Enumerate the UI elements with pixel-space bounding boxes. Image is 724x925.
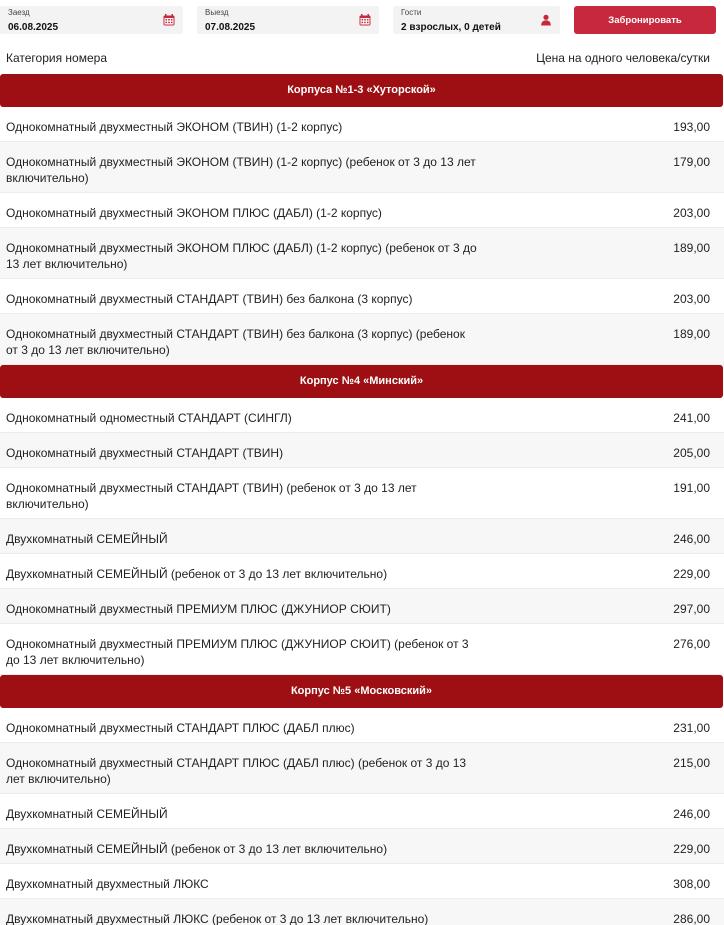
checkin-field[interactable] (0, 6, 183, 34)
calendar-icon[interactable] (359, 14, 371, 26)
table-row (0, 228, 724, 279)
table-row (0, 708, 724, 743)
room-price: 308,00 (673, 877, 710, 891)
room-name: Двухкомнатный СЕМЕЙНЫЙ (6, 532, 168, 546)
room-name: Однокомнатный двухместный СТАНДАРТ (ТВИН) без балкона (3 корпус) (6, 292, 413, 306)
room-price: 246,00 (673, 807, 710, 821)
room-price: 231,00 (673, 721, 710, 735)
table-row (0, 829, 724, 864)
section-header: Корпус №5 «Московский» (0, 675, 723, 708)
section-header: Корпус №4 «Минский» (0, 365, 723, 398)
room-price: 203,00 (673, 206, 710, 220)
guests-label: Гости (401, 8, 422, 17)
table-row (0, 589, 724, 624)
room-price: 246,00 (673, 532, 710, 546)
room-price: 193,00 (673, 120, 710, 134)
room-name: Однокомнатный двухместный ЭКОНОМ (ТВИН) (1-2 корпус) (6, 120, 343, 134)
checkout-value[interactable]: 07.08.2025 (205, 22, 256, 33)
column-category-header: Категория номера (6, 51, 108, 65)
table-row (0, 743, 724, 794)
room-name: Однокомнатный двухместный СТАНДАРТ ПЛЮС (ДАБЛ плюс) (ребенок от 3 до 13 лет включительно) (6, 756, 467, 786)
guests-value[interactable]: 2 взрослых, 0 детей (401, 22, 501, 33)
column-price-header: Цена на одного человека/сутки (536, 51, 710, 65)
room-name: Двухкомнатный двухместный ЛЮКС (6, 877, 209, 891)
checkout-label: Выезд (205, 8, 229, 17)
room-name: Двухкомнатный двухместный ЛЮКС (ребенок от 3 до 13 лет включительно) (6, 912, 429, 925)
checkin-value[interactable]: 06.08.2025 (8, 22, 59, 33)
room-price: 276,00 (673, 637, 710, 651)
room-price: 179,00 (673, 155, 710, 169)
room-name: Однокомнатный двухместный ЭКОНОМ ПЛЮС (ДАБЛ) (1-2 корпус) (6, 206, 382, 220)
person-icon[interactable] (540, 14, 552, 26)
table-row (0, 624, 724, 675)
checkout-field[interactable] (197, 6, 379, 34)
room-price: 189,00 (673, 241, 710, 255)
table-row (0, 398, 724, 433)
table-row (0, 468, 724, 519)
room-price: 229,00 (673, 567, 710, 581)
room-price: 215,00 (673, 756, 710, 770)
room-price: 203,00 (673, 292, 710, 306)
room-name: Однокомнатный двухместный СТАНДАРТ (ТВИН) (ребенок от 3 до 13 лет включительно) (6, 481, 417, 511)
table-row (0, 519, 724, 554)
room-name: Двухкомнатный СЕМЕЙНЫЙ (ребенок от 3 до 13 лет включительно) (6, 842, 388, 856)
room-name: Однокомнатный двухместный СТАНДАРТ (ТВИН) (6, 446, 284, 460)
book-button[interactable]: Забронировать (574, 6, 716, 34)
table-row (0, 193, 724, 228)
guests-field[interactable] (393, 6, 560, 34)
table-row (0, 864, 724, 899)
table-row (0, 433, 724, 468)
room-price: 286,00 (673, 912, 710, 925)
room-name: Однокомнатный двухместный ЭКОНОМ ПЛЮС (ДАБЛ) (1-2 корпус) (ребенок от 3 до 13 лет включительно) (6, 241, 477, 271)
room-price: 229,00 (673, 842, 710, 856)
room-name: Однокомнатный двухместный ПРЕМИУМ ПЛЮС (ДЖУНИОР СЮИТ) (ребенок от 3 до 13 лет включительно) (6, 637, 469, 667)
room-price: 241,00 (673, 411, 710, 425)
room-name: Однокомнатный двухместный СТАНДАРТ (ТВИН) без балкона (3 корпус) (ребенок от 3 до 13 лет включительно) (6, 327, 465, 357)
checkin-label: Заезд (8, 8, 30, 17)
room-name: Двухкомнатный СЕМЕЙНЫЙ (6, 807, 168, 821)
room-name: Однокомнатный двухместный СТАНДАРТ ПЛЮС (ДАБЛ плюс) (6, 721, 355, 735)
table-row (0, 899, 724, 925)
table-row (0, 554, 724, 589)
table-header (0, 42, 724, 74)
table-row (0, 794, 724, 829)
calendar-icon[interactable] (163, 14, 175, 26)
section-header: Корпуса №1-3 «Хуторской» (0, 74, 723, 107)
room-price: 189,00 (673, 327, 710, 341)
room-name: Однокомнатный двухместный ПРЕМИУМ ПЛЮС (ДЖУНИОР СЮИТ) (6, 602, 391, 616)
room-name: Однокомнатный двухместный ЭКОНОМ (ТВИН) (1-2 корпус) (ребенок от 3 до 13 лет включительно) (6, 155, 476, 185)
table-row (0, 142, 724, 193)
table-row (0, 107, 724, 142)
room-price: 205,00 (673, 446, 710, 460)
table-row (0, 279, 724, 314)
booking-bar (0, 0, 724, 42)
room-price: 191,00 (673, 481, 710, 495)
room-name: Двухкомнатный СЕМЕЙНЫЙ (ребенок от 3 до 13 лет включительно) (6, 567, 388, 581)
room-name: Однокомнатный одноместный СТАНДАРТ (СИНГЛ) (6, 411, 292, 425)
table-row (0, 314, 724, 365)
room-price: 297,00 (673, 602, 710, 616)
